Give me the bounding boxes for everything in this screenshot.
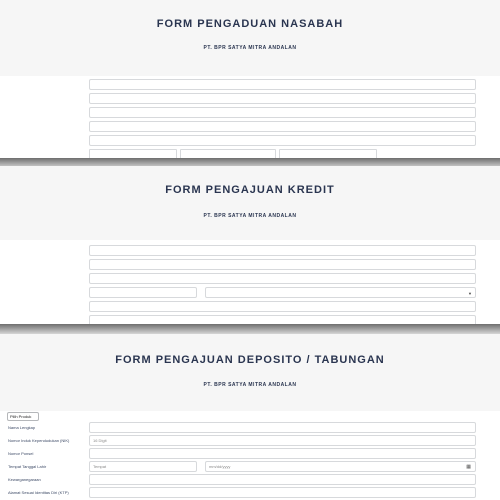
page-title: FORM PENGAJUAN KREDIT: [165, 184, 335, 196]
pengaduan-panel: [0, 0, 500, 160]
chevron-down-icon: ▼: [468, 291, 472, 296]
text-field[interactable]: [89, 245, 476, 256]
form-row: [0, 448, 500, 460]
citizenship-field[interactable]: [89, 474, 476, 485]
field-label: [8, 303, 86, 311]
page-title: FORM PENGAJUAN DEPOSITO / TABUNGAN: [115, 354, 385, 366]
field-label: [8, 289, 86, 297]
form-row: [0, 422, 500, 434]
field-label: Nomor Ponsel: [8, 451, 34, 456]
form-row: [0, 93, 500, 105]
calendar-icon[interactable]: ▦: [466, 464, 471, 470]
phone-field[interactable]: [89, 448, 476, 459]
kredit-panel: [0, 166, 500, 326]
field-label: Nama Lengkap: [8, 425, 36, 430]
text-field[interactable]: [89, 259, 476, 270]
full-name-field[interactable]: [89, 422, 476, 433]
field-label: [8, 137, 86, 145]
birthdate-field[interactable]: [205, 461, 476, 472]
kredit-header: [0, 166, 500, 230]
text-field[interactable]: [89, 121, 476, 132]
text-field[interactable]: [89, 273, 476, 284]
field-label: Tempat Tanggal Lahir: [8, 464, 47, 469]
field-label: Alamat Sesuai Identitas Diri (KTP): [8, 490, 69, 495]
form-row: [0, 135, 500, 147]
form-row: [0, 487, 500, 499]
form-row: [0, 273, 500, 285]
birthplace-field[interactable]: Tempat: [89, 461, 197, 472]
form-row: [0, 121, 500, 133]
form-row: [0, 435, 500, 447]
form-row: [0, 79, 500, 91]
text-field[interactable]: [89, 287, 197, 298]
panel-divider: [0, 324, 500, 334]
deposito-panel: [0, 334, 500, 500]
text-field[interactable]: [89, 135, 476, 146]
pengaduan-header: [0, 0, 500, 64]
date-placeholder: mm/dd/yyyy: [209, 464, 231, 469]
nik-field[interactable]: 16 Digit: [89, 435, 476, 446]
text-field[interactable]: [89, 107, 476, 118]
page-subtitle: PT. BPR SATYA MITRA ANDALAN: [203, 213, 297, 219]
field-label: [8, 81, 86, 89]
address-field[interactable]: [89, 487, 476, 498]
field-label: [8, 95, 86, 103]
deposito-header: [0, 334, 500, 398]
pengaduan-form: [0, 76, 500, 160]
form-row: [0, 259, 500, 271]
field-label: [8, 275, 86, 283]
field-label: [8, 261, 86, 269]
field-label: [8, 247, 86, 255]
page-subtitle: PT. BPR SATYA MITRA ANDALAN: [203, 382, 297, 388]
form-row: [0, 474, 500, 486]
page-title: FORM PENGADUAN NASABAH: [156, 18, 344, 30]
field-label: [8, 123, 86, 131]
page-subtitle: PT. BPR SATYA MITRA ANDALAN: [203, 45, 297, 51]
form-row: [0, 107, 500, 119]
field-label: Kewarganegaraan: [8, 477, 41, 482]
deposito-form: [0, 411, 500, 500]
field-label: Nomor Induk Kependudukan (NIK): [8, 438, 70, 443]
kredit-form: [0, 240, 500, 326]
form-row: [0, 301, 500, 313]
text-field[interactable]: [89, 79, 476, 90]
product-select[interactable]: Pilih Produk: [7, 412, 39, 421]
form-row: [0, 461, 500, 473]
field-label: [8, 109, 86, 117]
text-field[interactable]: [89, 301, 476, 312]
form-row: [0, 287, 500, 299]
text-field[interactable]: [89, 93, 476, 104]
dropdown-field[interactable]: [205, 287, 476, 298]
form-row: [0, 245, 500, 257]
